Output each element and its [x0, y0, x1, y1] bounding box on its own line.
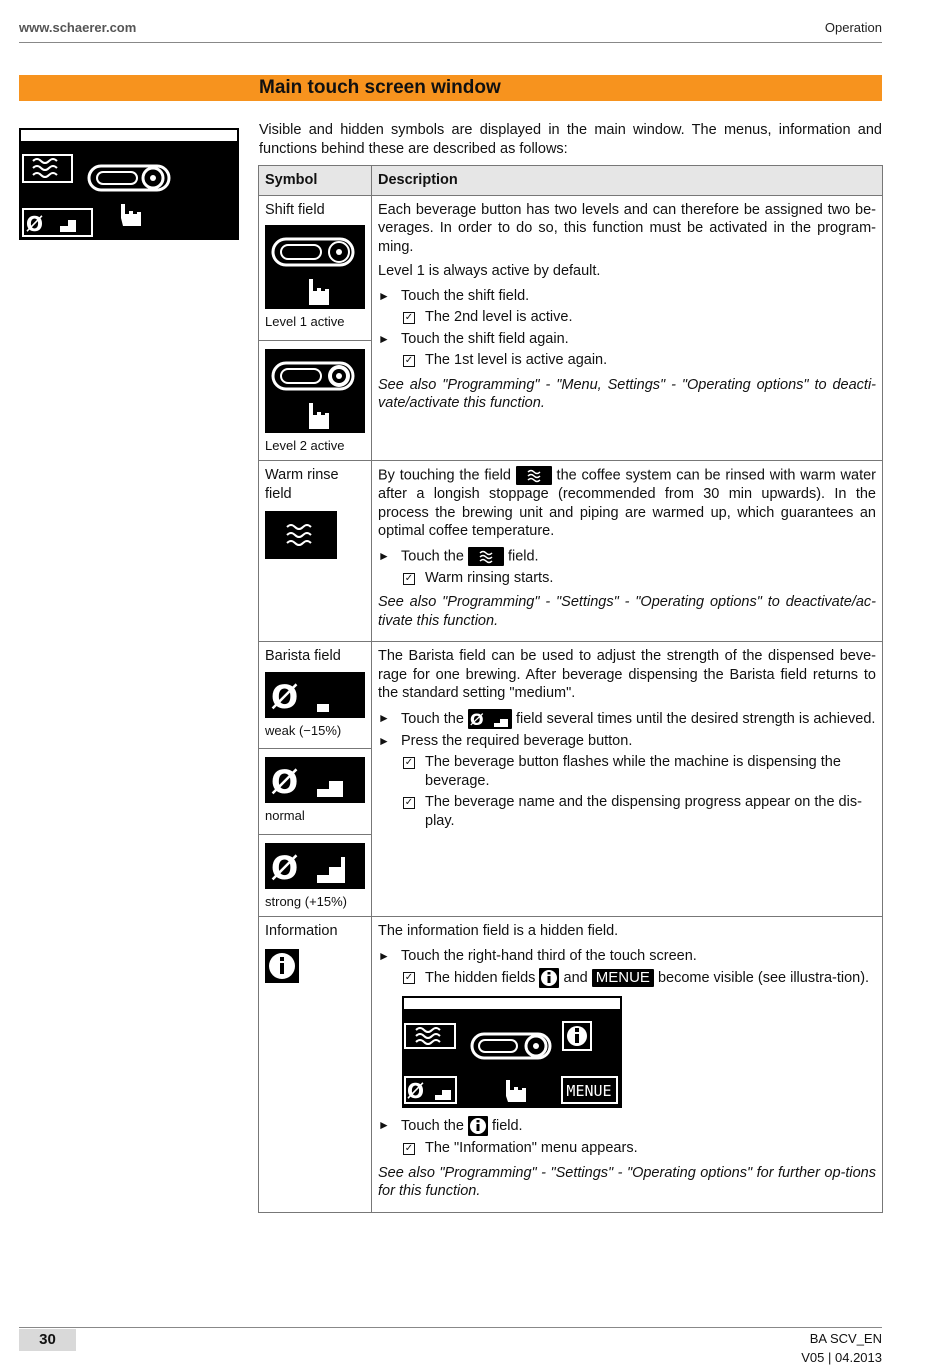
header-website: www.schaerer.com: [19, 20, 137, 35]
page-title: Main touch screen window: [259, 77, 501, 98]
svg-text:Ø: Ø: [469, 709, 484, 729]
info-icon: [539, 968, 559, 988]
symbol-table: [258, 165, 883, 1213]
barista-normal-label: normal: [265, 808, 305, 823]
checkbox-checked-icon: ✓: [404, 572, 414, 584]
warm-rinse-icon: [516, 466, 552, 485]
information-field-name: Information: [265, 923, 338, 939]
info-result-1-and: and: [563, 969, 588, 986]
info-see-also: See also "Programming" - "Settings" - "Operating options" for further op-tions for this function.: [378, 1164, 876, 1199]
checkbox-checked-icon: ✓: [404, 312, 414, 323]
checkbox-checked-icon: ✓: [404, 797, 414, 808]
arrow-right-icon: ►: [378, 1118, 390, 1132]
barista-weak-label: weak (−15%): [265, 722, 342, 738]
page-number: 30: [19, 1329, 76, 1351]
info-step-2b: field.: [491, 1117, 523, 1134]
shift-step-1: Touch the shift field.: [401, 287, 530, 304]
table-header-row: [259, 166, 883, 196]
svg-text:Ø: Ø: [407, 1079, 425, 1103]
shift-level1-icon: [265, 225, 365, 309]
shift-level1-label: Level 1 active: [265, 314, 345, 329]
checkbox-checked-icon: ✓: [404, 1143, 414, 1154]
barista-icon: [468, 709, 512, 729]
rinse-step-1a: Touch the: [401, 547, 464, 564]
svg-text:Ø: Ø: [26, 212, 44, 236]
barista-weak-icon: [265, 672, 365, 718]
info-result-2: The "Information" menu appears.: [425, 1140, 638, 1156]
info-result-1b: become visible (see illustra-tion).: [657, 969, 870, 986]
shift-result-1: The 2nd level is active.: [425, 309, 573, 325]
barista-result-1: The beverage button flashes while the machine is dispensing the beverage.: [425, 754, 841, 789]
shift-level2-label: Level 2 active: [265, 437, 345, 453]
table-row-barista: [259, 642, 883, 917]
barista-step-1b: field several times until the desired strength is achieved.: [515, 710, 876, 727]
info-p1: The information field is a hidden field.: [378, 923, 619, 939]
warm-rinse-icon: [468, 547, 504, 566]
info-icon: [265, 949, 299, 983]
footer-divider: [19, 1327, 882, 1328]
shift-see-also: See also "Programming" - "Menu, Settings" - "Operating options" to deacti-vate/activate this function.: [378, 376, 876, 411]
barista-step-2: Press the required beverage button.: [401, 732, 633, 749]
shift-level2-icon: [265, 349, 365, 433]
arrow-right-icon: ►: [378, 288, 390, 303]
menue-button-label: MENUE: [566, 1082, 612, 1100]
checkbox-checked-icon: ✓: [404, 757, 414, 768]
footer-doc: BA SCV_EN: [809, 1331, 882, 1346]
info-step-2a: Touch the: [401, 1117, 464, 1134]
rinse-see-also: See also "Programming" - "Settings" - "Operating options" to deactivate/ac-tivate this function.: [378, 594, 876, 629]
arrow-right-icon: ►: [378, 548, 390, 563]
barista-field-name: Barista field: [265, 648, 341, 664]
warm-rinse-icon: [265, 511, 337, 559]
barista-result-2: The beverage name and the dispensing progress appear on the dis-play.: [425, 794, 862, 829]
arrow-right-icon: ►: [378, 948, 390, 963]
rinse-step-1b: field.: [507, 547, 539, 564]
checkbox-checked-icon: ✓: [404, 972, 414, 983]
arrow-right-icon: ►: [378, 710, 390, 725]
barista-strong-label: strong (+15%): [265, 893, 348, 909]
checkbox-checked-icon: ✓: [404, 355, 414, 366]
shift-step-2: Touch the shift field again.: [401, 330, 569, 347]
svg-text:Ø: Ø: [271, 848, 299, 887]
rinse-result-1: Warm rinsing starts.: [425, 569, 554, 586]
table-row-information: [259, 917, 883, 1213]
intro-text: Visible and hidden symbols are displayed in the main window. The menus, information and functions behind these are described as follows:: [259, 122, 882, 157]
rinse-field-name: Warm rinse field: [265, 467, 339, 502]
info-icon: [468, 1116, 488, 1136]
info-result-1a: The hidden fields: [425, 969, 536, 986]
shift-result-2: The 1st level is active again.: [425, 352, 608, 368]
arrow-right-icon: ►: [378, 733, 390, 748]
svg-text:Ø: Ø: [271, 677, 299, 716]
header-section: Operation: [824, 20, 882, 35]
rinse-p1a: By touching the field: [378, 467, 511, 484]
col-symbol-header: Symbol: [259, 166, 372, 196]
main-screen-illustration: [19, 128, 239, 240]
barista-step-1a: Touch the: [401, 710, 464, 727]
col-description-header: Description: [372, 166, 883, 196]
table-row-rinse: [259, 461, 883, 642]
arrow-right-icon: ►: [378, 331, 390, 346]
header-divider: [19, 42, 882, 43]
menue-label: MENUE: [592, 969, 654, 987]
barista-strong-icon: [265, 843, 365, 889]
shift-p2: Level 1 is always active by default.: [378, 263, 601, 279]
shift-p1: Each beverage button has two levels and can therefore be assigned two be-verages. In order to do so, this function must be activated in the program-ming.: [378, 201, 876, 255]
screen-with-hidden-fields: [402, 996, 622, 1108]
info-step-1: Touch the right-hand third of the touch screen.: [401, 947, 697, 964]
shift-field-name: Shift field: [265, 201, 325, 218]
table-row-shift: [259, 195, 883, 461]
footer-version: V05 | 04.2013: [801, 1350, 882, 1365]
barista-p1: The Barista field can be used to adjust the strength of the dispensed beve-rage for one brewing. After beverage dispensing the Barista field returns to the standard setting "medium".: [378, 648, 876, 701]
barista-normal-icon: [265, 757, 365, 803]
svg-text:Ø: Ø: [271, 763, 299, 801]
rinse-p1b: the coffee system can be rinsed with warm water after a longish stoppage (recommended from 30 min upwards). In the process the brewing unit and piping are warmed up, which guarantees an optimal coffee temperature.: [378, 467, 876, 539]
